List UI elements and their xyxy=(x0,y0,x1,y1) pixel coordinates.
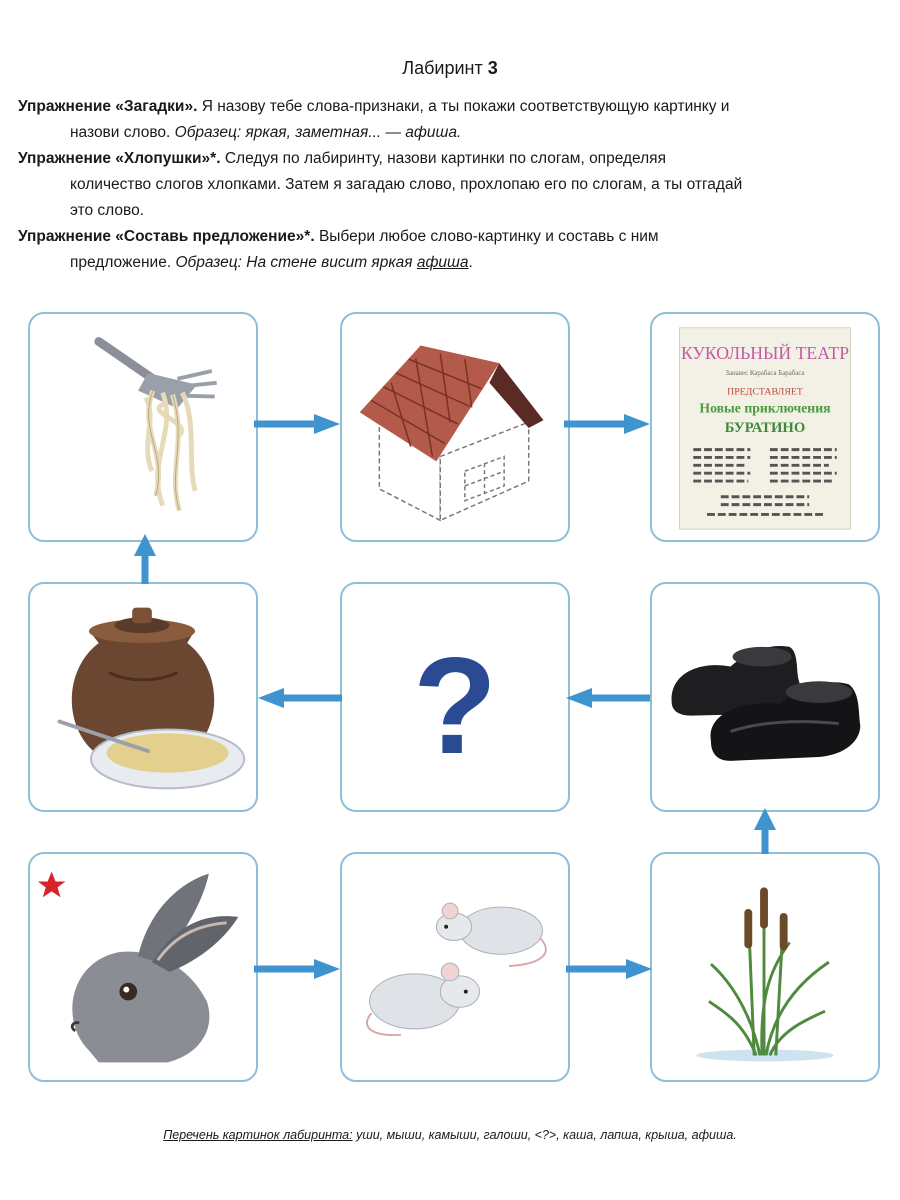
question-mark-icon: ? xyxy=(412,629,498,784)
exercise-sentence: Упражнение «Составь предложение»*. Выбери любое слово-картинку и составь с ним предложение. Образец: На стене висит яркая афиша. xyxy=(18,228,659,271)
house-icon xyxy=(342,314,568,540)
card-galoshes[interactable] xyxy=(650,582,880,812)
card-hare[interactable] xyxy=(28,852,258,1082)
card-noodles[interactable] xyxy=(28,312,258,542)
exercise-riddles: Упражнение «Загадки». Я назову тебе слова-признаки, а ты покажи соответствующую картинку и назови слово. Образец: яркая, заметная... — афиша. xyxy=(18,98,730,141)
card-house[interactable] xyxy=(340,312,570,542)
arrow-right-3 xyxy=(252,957,342,981)
poster-presents: ПРЕДСТАВЛЯЕТ xyxy=(727,386,803,398)
arrow-right-1 xyxy=(252,412,342,436)
picture-list: Перечень картинок лабиринта: уши, мыши, камыши, галоши, <?>, каша, лапша, крыша, афиша. xyxy=(163,1128,737,1142)
arrow-left-2 xyxy=(566,686,652,710)
arrow-up-1 xyxy=(132,534,158,586)
noodles-fork-icon xyxy=(30,314,256,540)
card-porridge[interactable] xyxy=(28,582,258,812)
poster-hero: БУРАТИНО xyxy=(724,419,806,436)
mice-icon xyxy=(342,854,568,1080)
arrow-left-1 xyxy=(258,686,344,710)
card-mice[interactable] xyxy=(340,852,570,1082)
card-poster[interactable] xyxy=(650,312,880,542)
page-title: Лабиринт 3 xyxy=(402,58,498,78)
star-icon xyxy=(38,872,66,898)
hare-icon xyxy=(30,854,256,1080)
arrow-right-4 xyxy=(564,957,654,981)
galoshes-icon xyxy=(652,584,878,810)
reeds-icon xyxy=(652,854,878,1080)
card-reeds[interactable] xyxy=(650,852,880,1082)
exercise-clappers: Упражнение «Хлопушки»*. Следуя по лабиринту, назови картинки по слогам, определяя количество слогов хлопками. Затем я загадаю слово, прохлопаю его по слогам, а ты отгадай это слово. xyxy=(18,150,743,219)
card-unknown[interactable] xyxy=(340,582,570,812)
poster-subtitle: Занавес Карабаса Барабаса xyxy=(725,369,805,377)
poster-image xyxy=(652,314,878,540)
poster-title: КУКОЛЬНЫЙ ТЕАТР xyxy=(680,343,850,364)
arrow-right-2 xyxy=(562,412,652,436)
poster-show: Новые приключения xyxy=(699,400,831,416)
arrow-up-2 xyxy=(752,808,778,856)
pot-and-porridge-icon xyxy=(30,584,256,810)
